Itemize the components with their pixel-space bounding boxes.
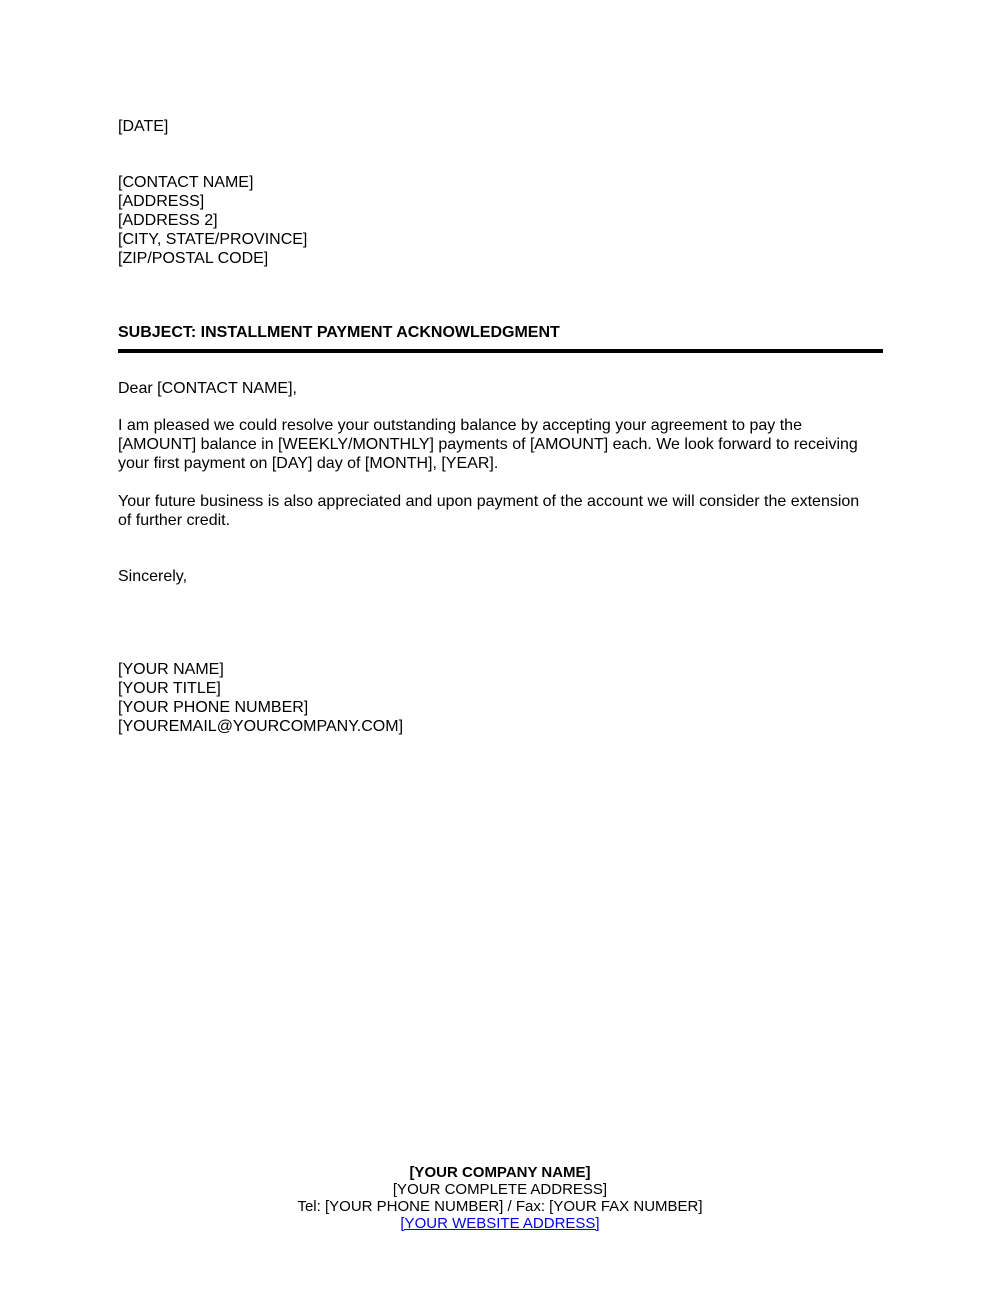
signature-title: [YOUR TITLE] <box>118 680 221 697</box>
signature-name: [YOUR NAME] <box>118 661 224 678</box>
paragraph-line: your first payment on [DAY] day of [MONTH], [YEAR]. <box>118 455 499 472</box>
recipient-address-block <box>118 173 888 268</box>
footer-website-link[interactable]: [YOUR WEBSITE ADDRESS] <box>400 1215 600 1232</box>
signature-block <box>118 660 888 736</box>
letter-salutation: Dear [CONTACT NAME], <box>118 380 297 397</box>
letter-date: [DATE] <box>118 118 169 135</box>
recipient-address-2: [ADDRESS 2] <box>118 212 218 229</box>
paragraph-line: Your future business is also appreciated and upon payment of the account we will consider the extension <box>118 493 860 510</box>
body-paragraph-1 <box>118 416 888 473</box>
footer-address: [YOUR COMPLETE ADDRESS] <box>392 1181 608 1198</box>
recipient-address: [ADDRESS] <box>118 193 205 210</box>
subject-divider <box>118 349 883 353</box>
recipient-city-state: [CITY, STATE/PROVINCE] <box>118 231 308 248</box>
letterhead-footer <box>0 1164 1000 1232</box>
letter-closing: Sincerely, <box>118 568 188 585</box>
recipient-contact-name: [CONTACT NAME] <box>118 174 254 191</box>
footer-contact: Tel: [YOUR PHONE NUMBER] / Fax: [YOUR FAX NUMBER] <box>297 1198 703 1215</box>
paragraph-line: of further credit. <box>118 512 231 529</box>
footer-company-name: [YOUR COMPANY NAME] <box>409 1164 591 1181</box>
signature-email: [YOUREMAIL@YOURCOMPANY.COM] <box>118 718 404 735</box>
signature-phone: [YOUR PHONE NUMBER] <box>118 699 309 716</box>
recipient-zip: [ZIP/POSTAL CODE] <box>118 250 269 267</box>
letter-subject: SUBJECT: INSTALLMENT PAYMENT ACKNOWLEDGMENT <box>118 324 560 341</box>
body-paragraph-2 <box>118 492 888 530</box>
paragraph-line: I am pleased we could resolve your outstanding balance by accepting your agreement to pay the <box>118 417 802 434</box>
paragraph-line: [AMOUNT] balance in [WEEKLY/MONTHLY] payments of [AMOUNT] each. We look forward to receiving <box>118 436 858 453</box>
